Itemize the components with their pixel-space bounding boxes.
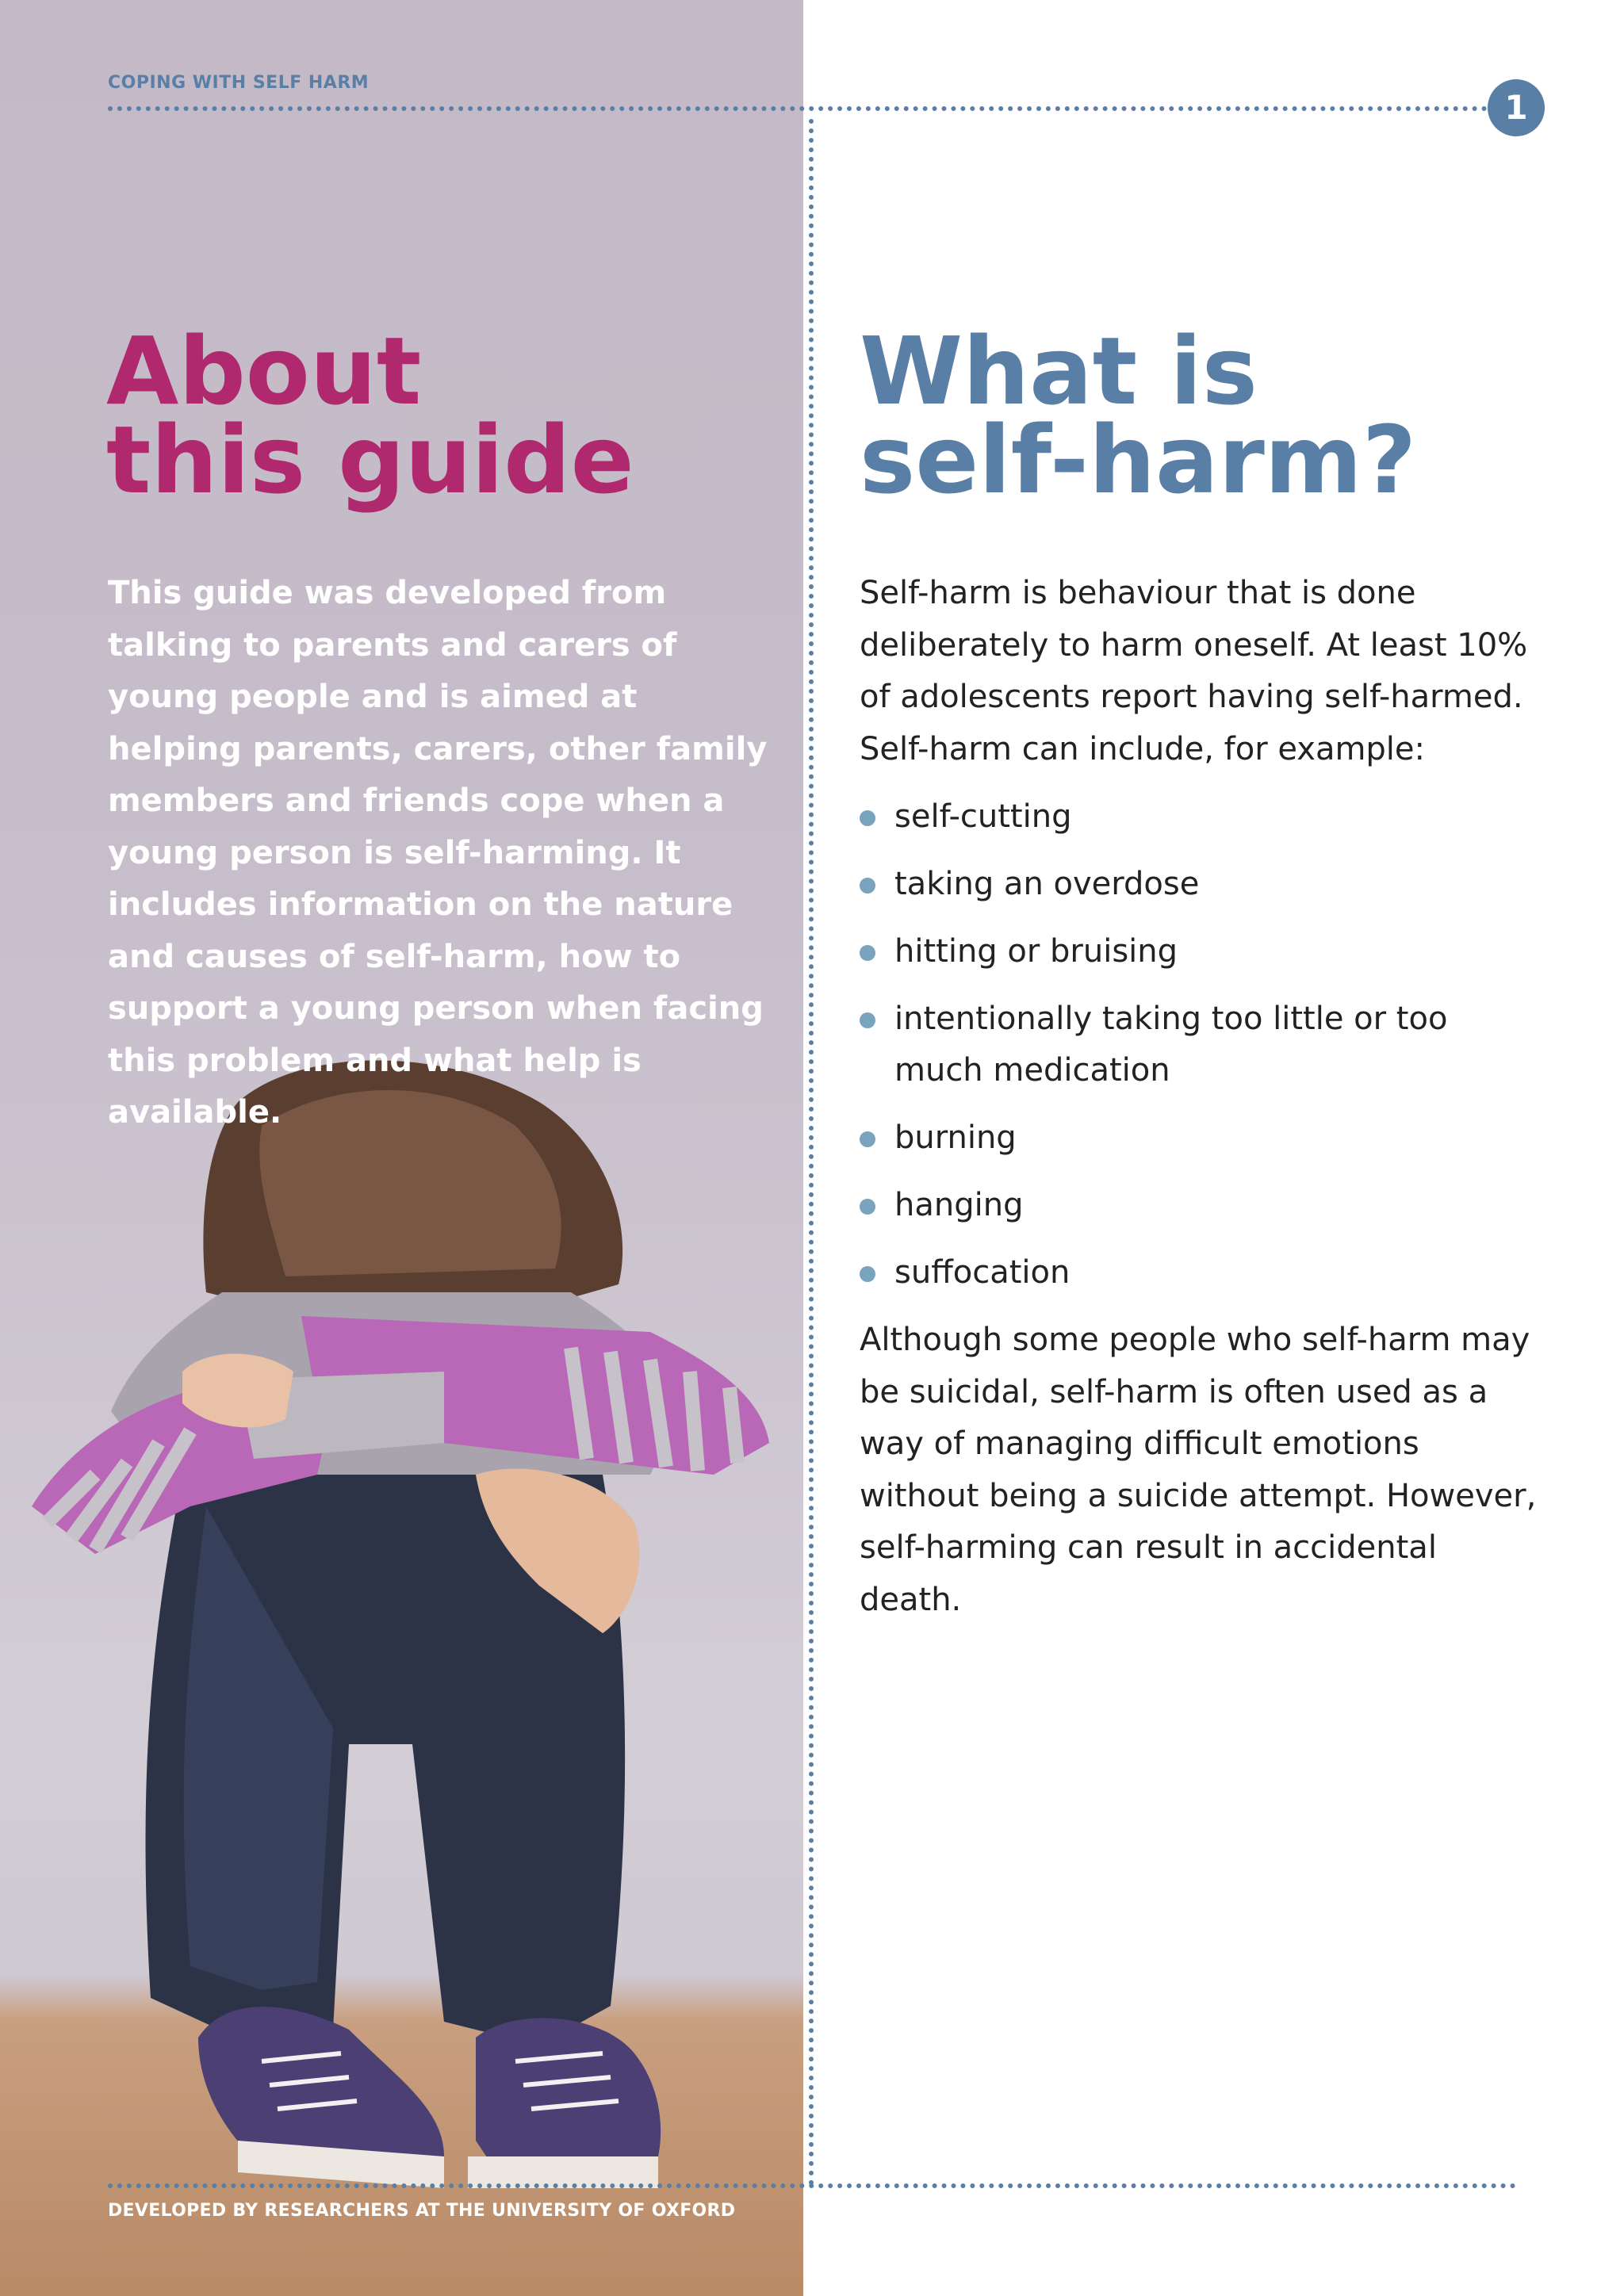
bullet-dot-icon — [860, 810, 875, 826]
photo-girl-hugging-knees — [0, 1031, 803, 2296]
bullet-dot-icon — [860, 1012, 875, 1028]
running-header: COPING WITH SELF HARM — [108, 73, 370, 93]
list-item — [860, 926, 1534, 978]
footer-credit: DEVELOPED BY RESEARCHERS AT THE UNIVERSITY OF OXFORD — [108, 2201, 736, 2221]
vertical-dotted-divider — [809, 119, 814, 2187]
list-item-text: self-cutting — [894, 798, 1072, 835]
list-item — [860, 1247, 1534, 1299]
list-item — [860, 993, 1534, 1096]
list-item-text: intentionally taking too little or too much medication — [894, 1001, 1448, 1089]
about-title — [106, 316, 756, 515]
bullet-dot-icon — [860, 1266, 875, 1282]
bullet-dot-icon — [860, 878, 875, 894]
top-dotted-divider — [108, 106, 1488, 111]
list-item-text: taking an overdose — [894, 866, 1200, 902]
page-number-badge: 1 — [1488, 79, 1545, 136]
what-is-title-line2: self-harm? — [860, 405, 1417, 515]
about-title-line1: About — [106, 316, 422, 426]
list-item — [860, 791, 1534, 843]
bottom-dotted-divider — [108, 2183, 1516, 2188]
bullet-dot-icon — [860, 1199, 875, 1215]
what-is-intro: Self-harm is behaviour that is done deliberately to harm oneself. At least 10% of adolescents report having self-harmed. Self-harm can include, for example: — [860, 575, 1528, 767]
self-harm-examples-list — [860, 791, 1534, 1314]
list-item — [860, 1112, 1534, 1164]
list-item-text: hanging — [894, 1187, 1024, 1223]
list-item-text: burning — [894, 1119, 1017, 1156]
list-item — [860, 859, 1534, 910]
list-item — [860, 1180, 1534, 1231]
what-is-title — [860, 316, 1542, 515]
about-body: This guide was developed from talking to parents and carers of young people and is aimed at helping parents, carers, other family members and friends cope when a young person is self-harming. It includes information on the nature and causes of self-harm, how to support a young person when facing this problem and what help is available. — [108, 575, 768, 1131]
about-title-line2: this guide — [106, 405, 634, 515]
bullet-dot-icon — [860, 1131, 875, 1147]
bullet-dot-icon — [860, 945, 875, 961]
list-item-text: suffocation — [894, 1254, 1071, 1291]
list-item-text: hitting or bruising — [894, 933, 1178, 970]
what-is-outro: Although some people who self-harm may be suicidal, self-harm is often used as a way of managing difficult emotions without being a suicide attempt. However, self-harming can result in accidental death. — [860, 1322, 1537, 1618]
what-is-title-line1: What is — [860, 316, 1258, 426]
